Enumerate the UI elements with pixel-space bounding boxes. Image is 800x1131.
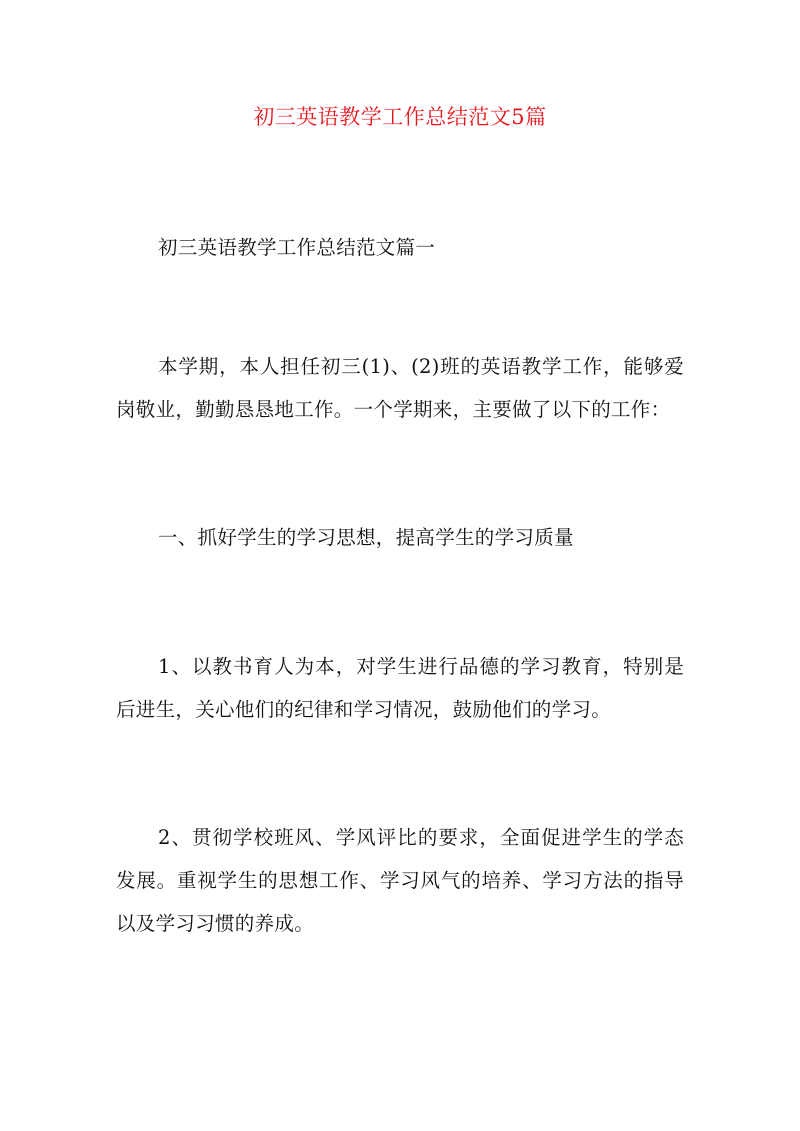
section-heading: 初三英语教学工作总结范文篇一 [158,236,436,259]
body-paragraph-item-2: 2、贯彻学校班风、学风评比的要求，全面促进学生的学态发展。重视学生的思想工作、学习风气的培养、学习方法的指导以及学习习惯的养成。 [116,826,684,935]
document-title: 初三英语教学工作总结范文5篇 [253,105,547,129]
body-paragraph-item-1: 1、以教书育人为本，对学生进行品德的学习教育，特别是后进生，关心他们的纪律和学习情况，鼓励他们的学习。 [116,655,684,721]
subsection-heading: 一、抓好学生的学习思想，提高学生的学习质量 [158,526,574,549]
body-paragraph-intro: 本学期，本人担任初三(1)、(2)班的英语教学工作，能够爱岗敬业，勤勤恳恳地工作。一个学期来，主要做了以下的工作： [116,355,684,421]
